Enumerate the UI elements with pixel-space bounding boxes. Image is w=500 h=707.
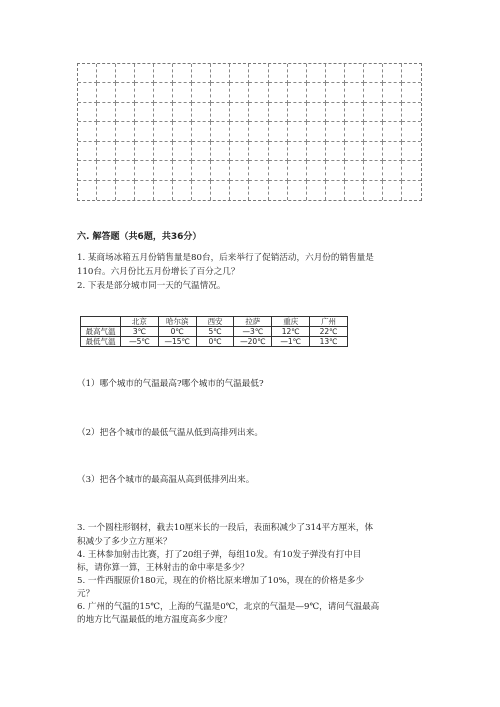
grid-cell: [78, 181, 97, 200]
grid-cell: [345, 161, 364, 180]
grid-cell: [211, 181, 230, 200]
grid-cell: [288, 83, 307, 102]
grid-cell: [230, 64, 249, 83]
grid-cell: [154, 83, 173, 102]
grid-cell: [211, 64, 230, 83]
grid-cell: [173, 161, 192, 180]
grid-cell: [402, 142, 421, 161]
grid-cell: [154, 103, 173, 122]
grid-cell: [269, 161, 288, 180]
grid-cell: [326, 103, 345, 122]
grid-cell: [173, 103, 192, 122]
grid-cell: [173, 142, 192, 161]
grid-cell: [116, 83, 135, 102]
grid-cell: [135, 181, 154, 200]
grid-cell: [135, 122, 154, 141]
grid-cell: [230, 83, 249, 102]
question-3-line-2: 积减少了多少立方厘米？: [77, 537, 172, 547]
sub-question-2: （2）把各个城市的最低气温从低到高排列出来。: [77, 428, 263, 438]
grid-cell: [230, 181, 249, 200]
grid-cell: [116, 122, 135, 141]
grid-cell: [154, 181, 173, 200]
grid-cell: [154, 64, 173, 83]
grid-cell: [192, 142, 211, 161]
grid-cell: [326, 122, 345, 141]
grid-cell: [249, 142, 268, 161]
grid-cell: [345, 103, 364, 122]
grid-cell: [249, 64, 268, 83]
grid-cell: [249, 122, 268, 141]
grid-cell: [249, 103, 268, 122]
grid-cell: [402, 103, 421, 122]
question-4-line-1: 4. 王林参加射击比赛，打了20组子弹，每组10发。有10发子弹没有打中目: [77, 550, 362, 560]
grid-cell: [383, 181, 402, 200]
grid-cell: [269, 64, 288, 83]
grid-cell: [116, 103, 135, 122]
grid-cell: [173, 122, 192, 141]
table-cell: 0℃: [196, 337, 234, 347]
question-2-line-1: 2. 下表是部分城市同一天的气温情况。: [77, 281, 226, 291]
question-1-line-2: 110台。六月份比五月份增长了百分之几？: [77, 267, 240, 277]
grid-cell: [135, 64, 154, 83]
grid-cell: [135, 103, 154, 122]
grid-cell: [230, 103, 249, 122]
grid-cell: [345, 64, 364, 83]
grid-cell: [345, 181, 364, 200]
grid-cell: [230, 122, 249, 141]
grid-cell: [288, 64, 307, 83]
table-cell: —1℃: [272, 337, 310, 347]
grid-cell: [345, 142, 364, 161]
grid-cell: [192, 103, 211, 122]
table-cell: —5℃: [121, 337, 159, 347]
grid-cell: [97, 181, 116, 200]
table-cell: 13℃: [310, 337, 348, 347]
grid-cell: [364, 161, 383, 180]
table-header-city: 哈尔滨: [158, 317, 196, 327]
grid-cell: [116, 161, 135, 180]
section-title: 六. 解答题（共6题，共36分）: [77, 232, 202, 242]
sub-question-3: （3）把各个城市的最高温从高到低排列出来。: [77, 475, 255, 485]
table-cell: 22℃: [310, 327, 348, 337]
grid-cell: [173, 83, 192, 102]
question-5-line-2: 元？: [77, 589, 95, 599]
grid-cell: [345, 83, 364, 102]
grid-cell: [154, 161, 173, 180]
table-cell: —15℃: [158, 337, 196, 347]
grid-cell: [192, 122, 211, 141]
grid-cell: [383, 103, 402, 122]
table-cell: —3℃: [234, 327, 272, 337]
table-header-city: 北京: [121, 317, 159, 327]
grid-cell: [116, 181, 135, 200]
table-cell: 12℃: [272, 327, 310, 337]
grid-cell: [97, 161, 116, 180]
grid-cell: [211, 161, 230, 180]
grid-cell: [326, 142, 345, 161]
grid-cell: [97, 103, 116, 122]
grid-cell: [78, 142, 97, 161]
answer-grid: [77, 63, 422, 201]
grid-cell: [249, 161, 268, 180]
grid-cell: [326, 181, 345, 200]
grid-cell: [307, 122, 326, 141]
grid-cell: [307, 103, 326, 122]
grid-cell: [135, 142, 154, 161]
grid-cell: [383, 83, 402, 102]
grid-cell: [78, 83, 97, 102]
grid-cell: [326, 64, 345, 83]
grid-cell: [269, 122, 288, 141]
grid-cell: [211, 122, 230, 141]
grid-cell: [78, 103, 97, 122]
grid-cell: [383, 122, 402, 141]
question-5-line-1: 5. 一件西服原价180元，现在的价格比原来增加了10%，现在的价格是多少: [77, 576, 365, 586]
grid-cell: [78, 161, 97, 180]
grid-cell: [383, 142, 402, 161]
table-header-city: 西安: [196, 317, 234, 327]
question-6-line-2: 的地方比气温最低的地方温度高多少度？: [77, 615, 232, 625]
grid-cell: [135, 83, 154, 102]
grid-cell: [288, 142, 307, 161]
grid-cell: [326, 161, 345, 180]
grid-cell: [211, 83, 230, 102]
grid-cell: [78, 64, 97, 83]
weather-table-header-row: [81, 317, 348, 327]
grid-cell: [211, 103, 230, 122]
table-header-city: 广州: [310, 317, 348, 327]
grid-cell: [364, 103, 383, 122]
grid-cell: [307, 64, 326, 83]
grid-cell: [154, 142, 173, 161]
grid-cell: [364, 181, 383, 200]
grid-cell: [116, 64, 135, 83]
grid-cell: [326, 83, 345, 102]
question-6-line-1: 6. 广州的气温的15℃，上海的气温是0℃，北京的气温是—9℃，请问气温最高: [77, 602, 380, 612]
grid-cell: [97, 64, 116, 83]
question-1-line-1: 1. 某商场冰箱五月份销售量是80台，后来举行了促销活动，六月份的销售量是: [77, 253, 374, 263]
question-4-line-2: 标，请你算一算，王林射击的命中率是多少？: [77, 563, 249, 573]
grid-cell: [307, 181, 326, 200]
grid-cell: [135, 161, 154, 180]
grid-cell: [383, 64, 402, 83]
grid-cell: [269, 83, 288, 102]
grid-cell: [402, 64, 421, 83]
grid-cell: [211, 142, 230, 161]
grid-cell: [173, 64, 192, 83]
table-header-empty: [81, 317, 121, 327]
grid-cell: [402, 122, 421, 141]
table-row: [81, 337, 348, 347]
weather-table: [80, 316, 348, 347]
table-cell: 5℃: [196, 327, 234, 337]
grid-cell: [402, 181, 421, 200]
grid-cell: [249, 83, 268, 102]
row-label: 最低气温: [81, 337, 121, 347]
grid-cell: [288, 161, 307, 180]
grid-cell: [192, 64, 211, 83]
table-header-city: 拉萨: [234, 317, 272, 327]
grid-cell: [307, 83, 326, 102]
grid-cell: [307, 142, 326, 161]
grid-cell: [192, 181, 211, 200]
row-label: 最高气温: [81, 327, 121, 337]
grid-cell: [383, 161, 402, 180]
grid-cell: [249, 181, 268, 200]
grid-cell: [230, 161, 249, 180]
grid-cell: [154, 122, 173, 141]
grid-cell: [307, 161, 326, 180]
question-3-line-1: 3. 一个圆柱形钢材，截去10厘米长的一段后，表面积减少了314平方厘米，体: [77, 523, 374, 533]
grid-cell: [269, 103, 288, 122]
grid-cell: [364, 122, 383, 141]
grid-cell: [364, 142, 383, 161]
grid-cell: [173, 181, 192, 200]
grid-cell: [78, 122, 97, 141]
grid-cell: [364, 64, 383, 83]
table-row: [81, 327, 348, 337]
grid-cell: [269, 181, 288, 200]
grid-cell: [192, 161, 211, 180]
table-cell: 0℃: [158, 327, 196, 337]
grid-cell: [288, 181, 307, 200]
grid-cell: [97, 83, 116, 102]
grid-cell: [364, 83, 383, 102]
grid-cell: [345, 122, 364, 141]
grid-cell: [402, 161, 421, 180]
sub-question-1: （1）哪个城市的气温最高?哪个城市的气温最低?: [77, 379, 264, 389]
grid-cell: [230, 142, 249, 161]
table-cell: 3℃: [121, 327, 159, 337]
grid-cell: [116, 142, 135, 161]
grid-cell: [269, 142, 288, 161]
grid-cell: [97, 122, 116, 141]
grid-cell: [97, 142, 116, 161]
grid-cell: [402, 83, 421, 102]
table-header-city: 重庆: [272, 317, 310, 327]
grid-cell: [192, 83, 211, 102]
grid-cell: [288, 122, 307, 141]
table-cell: —20℃: [234, 337, 272, 347]
grid-cell: [288, 103, 307, 122]
